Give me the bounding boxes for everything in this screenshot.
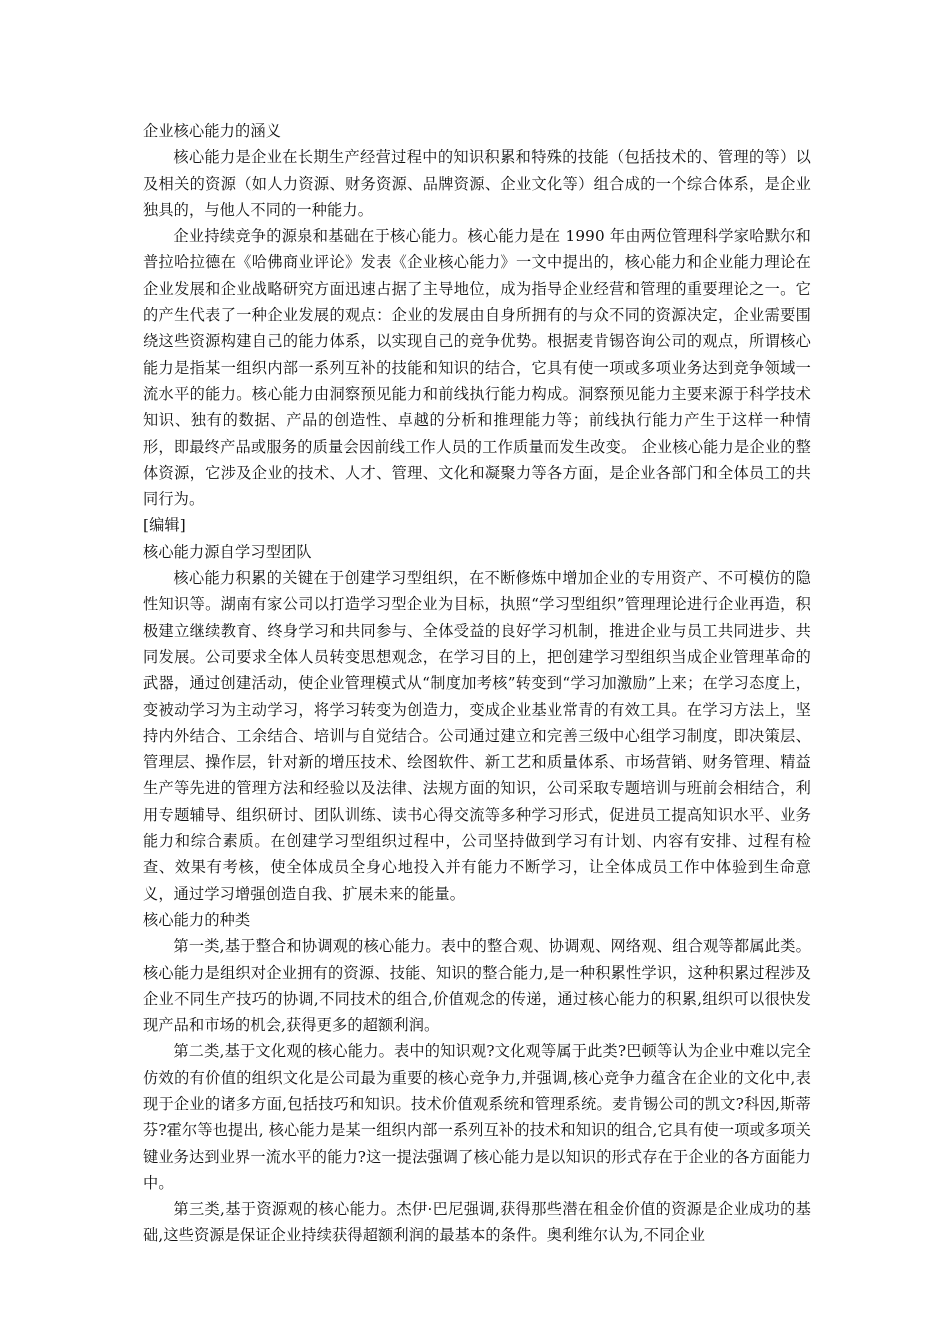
document-body (143, 118, 811, 1249)
section-heading-types: 核心能力的种类 (143, 910, 251, 929)
paragraph: 第一类,基于整合和协调观的核心能力。表中的整合观、协调观、网络观、组合观等都属此类。核心能力是组织对企业拥有的资源、技能、知识的整合能力,是一种积累性学识，这种积累过程涉及企业不同生产技巧的协调,不同技术的组合,价值观念的传递，通过核心能力的积累,组织可以很快发现产品和市场的机会,获得更多的超额利润。 (143, 937, 811, 1035)
paragraph: 第二类,基于文化观的核心能力。表中的知识观?文化观等属于此类?巴顿等认为企业中难以完全仿效的有价值的组织文化是公司最为重要的核心竞争力,并强调,核心竞争力蕴含在企业的文化中,表现于企业的诸多方面,包括技巧和知识。技术价值观系统和管理系统。麦肯锡公司的凯文?科因,斯蒂芬?霍尔等也提出, 核心能力是某一组织内部一系列互补的技术和知识的组合,它具有使一项或多项关键业务达到业界一流水平的能力?这一提法强调了核心能力是以知识的形式存在于企业的各方面能力中。 (143, 1042, 811, 1192)
section-heading-connotation: 企业核心能力的涵义 (143, 122, 282, 140)
paragraph: 核心能力是企业在长期生产经营过程中的知识积累和特殊的技能（包括技术的、管理的等）以及相关的资源（如人力资源、财务资源、品牌资源、企业文化等）组合成的一个综合体系，是企业独具的，与他人不同的一种能力。 (143, 148, 811, 219)
paragraph: 企业持续竞争的源泉和基础在于核心能力。核心能力是在 1990 年由两位管理科学家哈默尔和普拉哈拉德在《哈佛商业评论》发表《企业核心能力》一文中提出的，核心能力和企业能力理论在企业发展和企业战略研究方面迅速占据了主导地位，成为指导企业经营和管理的重要理论之一。它的产生代表了一种企业发展的观点：企业的发展由自身所拥有的与众不同的资源决定，企业需要围绕这些资源构建自己的能力体系，以实现自己的竞争优势。根据麦肯锡咨询公司的观点，所谓核心能力是指某一组织内部一系列互补的技能和知识的结合，它具有使一项或多项业务达到竞争领域一流水平的能力。核心能力由洞察预见能力和前线执行能力构成。洞察预见能力主要来源于科学技术知识、独有的数据、产品的创造性、卓越的分析和推理能力等；前线执行能力产生于这样一种情形，即最终产品或服务的质量会因前线工作人员的工作质量而发生改变。 企业核心能力是企业的整体资源，它涉及企业的技术、人才、管理、文化和凝聚力等各方面，是企业各部门和全体员工的共同行为。 (143, 227, 811, 509)
paragraph: 第三类,基于资源观的核心能力。杰伊·巴尼强调,获得那些潜在租金价值的资源是企业成功的基础,这些资源是保证企业持续获得超额利润的最基本的条件。奥利维尔认为,不同企业 (143, 1200, 811, 1245)
section-heading-learning-team: 核心能力源自学习型团队 (143, 542, 312, 561)
paragraph: 核心能力积累的关键在于创建学习型组织，在不断修炼中增加企业的专用资产、不可模仿的隐性知识等。湖南有家公司以打造学习型企业为目标，执照“学习型组织”管理理论进行企业再造，积极建立继续教育、终身学习和共同参与、全体受益的良好学习机制，推进企业与员工共同进步、共同发展。公司要求全体人员转变思想观念，在学习目的上，把创建学习型组织当成企业管理革命的武器，通过创建活动，使企业管理模式从“制度加考核”转变到“学习加激励”上来；在学习态度上，变被动学习为主动学习，将学习转变为创造力，变成企业基业常青的有效工具。在学习方法上，坚持内外结合、工余结合、培训与自觉结合。公司通过建立和完善三级中心组学习制度，即决策层、管理层、操作层，针对新的增压技术、绘图软件、新工艺和质量体系、市场营销、财务管理、精益生产等先进的管理方法和经验以及法律、法规方面的知识，公司采取专题培训与班前会相结合，利用专题辅导、组织研讨、团队训练、读书心得交流等多种学习形式，促进员工提高知识水平、业务能力和综合素质。在创建学习型组织过程中，公司坚持做到学习有计划、内容有安排、过程有检查、效果有考核，使全体成员全身心地投入并有能力不断学习，让全体成员工作中体验到生命意义，通过学习增强创造自我、扩展未来的能量。 (143, 569, 811, 903)
edit-link[interactable]: [编辑] (143, 516, 186, 535)
